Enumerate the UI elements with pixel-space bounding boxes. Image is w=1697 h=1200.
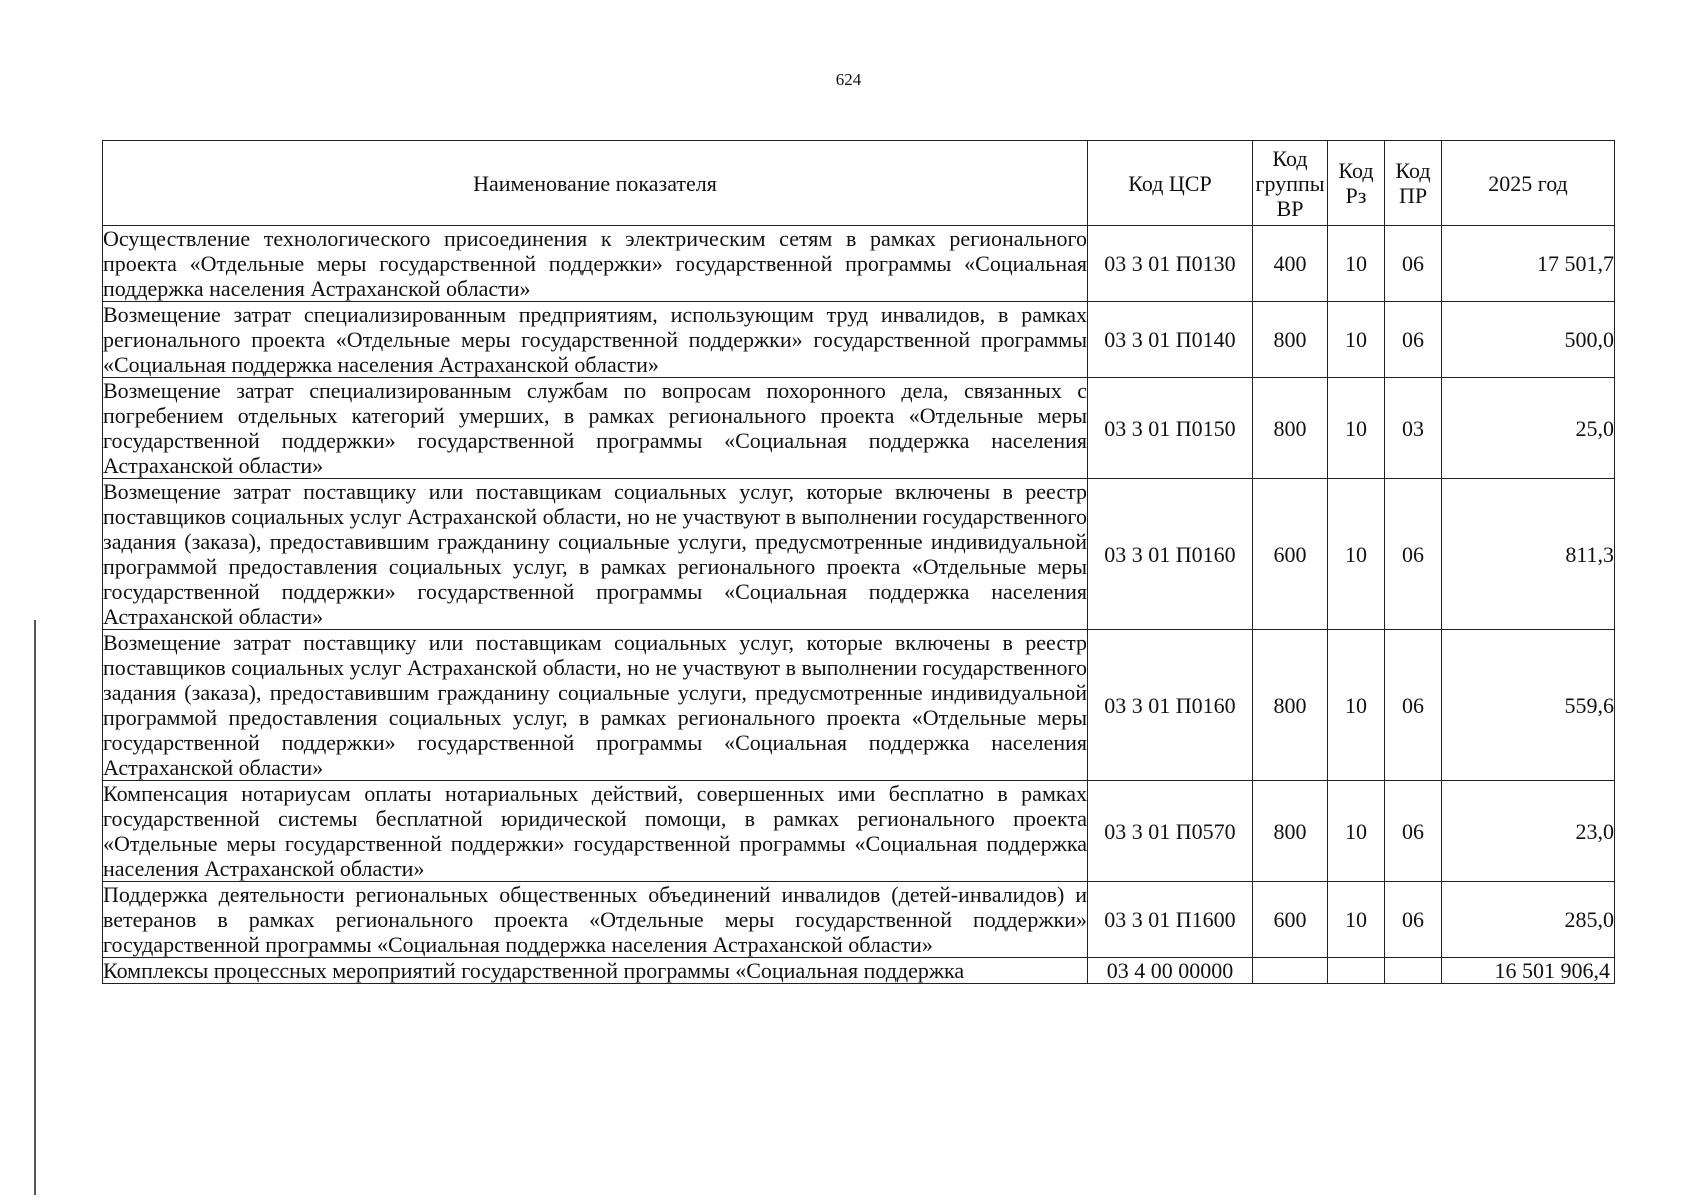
- row-sum: 559,6: [1442, 630, 1615, 781]
- row-sum: 500,0: [1442, 302, 1615, 378]
- row-name: Комплексы процессных мероприятий государственной программы «Социальная поддержка: [103, 958, 1088, 984]
- header-csr: Код ЦСР: [1088, 141, 1253, 226]
- table-row: [103, 479, 1615, 630]
- row-rz: 10: [1328, 302, 1385, 378]
- page-number: 624: [835, 70, 862, 89]
- row-rz: 10: [1328, 630, 1385, 781]
- row-vr: 800: [1253, 781, 1328, 882]
- row-rz: 10: [1328, 882, 1385, 958]
- row-pr: 06: [1385, 302, 1442, 378]
- table-row: [103, 378, 1615, 479]
- scan-margin-line: [34, 620, 36, 1195]
- row-csr: 03 3 01 П0160: [1088, 479, 1253, 630]
- table-row-continued: [103, 958, 1615, 984]
- row-name: Возмещение затрат поставщику или поставщикам социальных услуг, которые включены в реестр поставщиков социальных услуг Астраханской области, но не участвуют в выполнении государственного задания (заказа), предоставившим гражданину социальные услуги, предусмотренные индивидуальной программой предоставления социальных услуг, в рамках регионального проекта «Отдельные меры государственной поддержки» государственной программы «Социальная поддержка населения Астраханской области»: [103, 630, 1087, 780]
- row-pr: 06: [1385, 781, 1442, 882]
- row-rz: 10: [1328, 378, 1385, 479]
- row-vr: [1253, 958, 1328, 984]
- row-csr: 03 3 01 П1600: [1088, 882, 1253, 958]
- row-pr: 06: [1385, 226, 1442, 302]
- header-vr: Код группы ВР: [1253, 141, 1328, 226]
- row-csr: 03 3 01 П0570: [1088, 781, 1253, 882]
- row-pr: [1385, 958, 1442, 984]
- row-sum: 16 501 906,4: [1442, 958, 1615, 984]
- row-sum: 811,3: [1442, 479, 1615, 630]
- row-sum: 285,0: [1442, 882, 1615, 958]
- row-sum: 17 501,7: [1442, 226, 1615, 302]
- row-pr: 06: [1385, 630, 1442, 781]
- row-rz: [1328, 958, 1385, 984]
- row-name: Осуществление технологического присоединения к электрическим сетям в рамках регионального проекта «Отдельные меры государственной поддержки» государственной программы «Социальная поддержка населения Астраханской области»: [103, 226, 1087, 301]
- row-vr: 800: [1253, 302, 1328, 378]
- row-vr: 400: [1253, 226, 1328, 302]
- table-header-row: [103, 141, 1615, 226]
- row-pr: 03: [1385, 378, 1442, 479]
- table-row: [103, 302, 1615, 378]
- row-pr: 06: [1385, 479, 1442, 630]
- header-pr: Код ПР: [1385, 141, 1442, 226]
- row-csr: 03 3 01 П0130: [1088, 226, 1253, 302]
- row-rz: 10: [1328, 781, 1385, 882]
- row-name: Поддержка деятельности региональных общественных объединений инвалидов (детей-инвалидов) и ветеранов в рамках регионального проекта «Отдельные меры государственной поддержки» государственной программы «Социальная поддержка населения Астраханской области»: [103, 882, 1087, 957]
- row-name: Возмещение затрат специализированным предприятиям, использующим труд инвалидов, в рамках регионального проекта «Отдельные меры государственной поддержки» государственной программы «Социальная поддержка населения Астраханской области»: [103, 302, 1087, 377]
- row-pr: 06: [1385, 882, 1442, 958]
- row-vr: 800: [1253, 378, 1328, 479]
- table-row: [103, 882, 1615, 958]
- row-csr: 03 3 01 П0140: [1088, 302, 1253, 378]
- budget-table: [102, 140, 1615, 984]
- table-row: [103, 226, 1615, 302]
- row-rz: 10: [1328, 226, 1385, 302]
- row-name: Возмещение затрат специализированным службам по вопросам похоронного дела, связанных с погребением отдельных категорий умерших, в рамках регионального проекта «Отдельные меры государственной поддержки» государственной программы «Социальная поддержка населения Астраханской области»: [103, 378, 1087, 478]
- row-rz: 10: [1328, 479, 1385, 630]
- row-vr: 800: [1253, 630, 1328, 781]
- header-rz: Код Рз: [1328, 141, 1385, 226]
- row-name: Возмещение затрат поставщику или поставщикам социальных услуг, которые включены в реестр поставщиков социальных услуг Астраханской области, но не участвуют в выполнении государственного задания (заказа), предоставившим гражданину социальные услуги, предусмотренные индивидуальной программой предоставления социальных услуг, в рамках регионального проекта «Отдельные меры государственной поддержки» государственной программы «Социальная поддержка населения Астраханской области»: [103, 479, 1087, 629]
- row-csr: 03 3 01 П0160: [1088, 630, 1253, 781]
- header-name: Наименование показателя: [103, 141, 1088, 226]
- table-row: [103, 781, 1615, 882]
- row-vr: 600: [1253, 882, 1328, 958]
- row-csr: 03 3 01 П0150: [1088, 378, 1253, 479]
- header-year: 2025 год: [1442, 141, 1615, 226]
- table-row: [103, 630, 1615, 781]
- row-sum: 25,0: [1442, 378, 1615, 479]
- row-csr: 03 4 00 00000: [1088, 958, 1253, 984]
- row-name: Компенсация нотариусам оплаты нотариальных действий, совершенных ими бесплатно в рамках государственной системы бесплатной юридической помощи, в рамках регионального проекта «Отдельные меры государственной поддержки» государственной программы «Социальная поддержка населения Астраханской области»: [103, 781, 1087, 881]
- row-sum: 23,0: [1442, 781, 1615, 882]
- row-vr: 600: [1253, 479, 1328, 630]
